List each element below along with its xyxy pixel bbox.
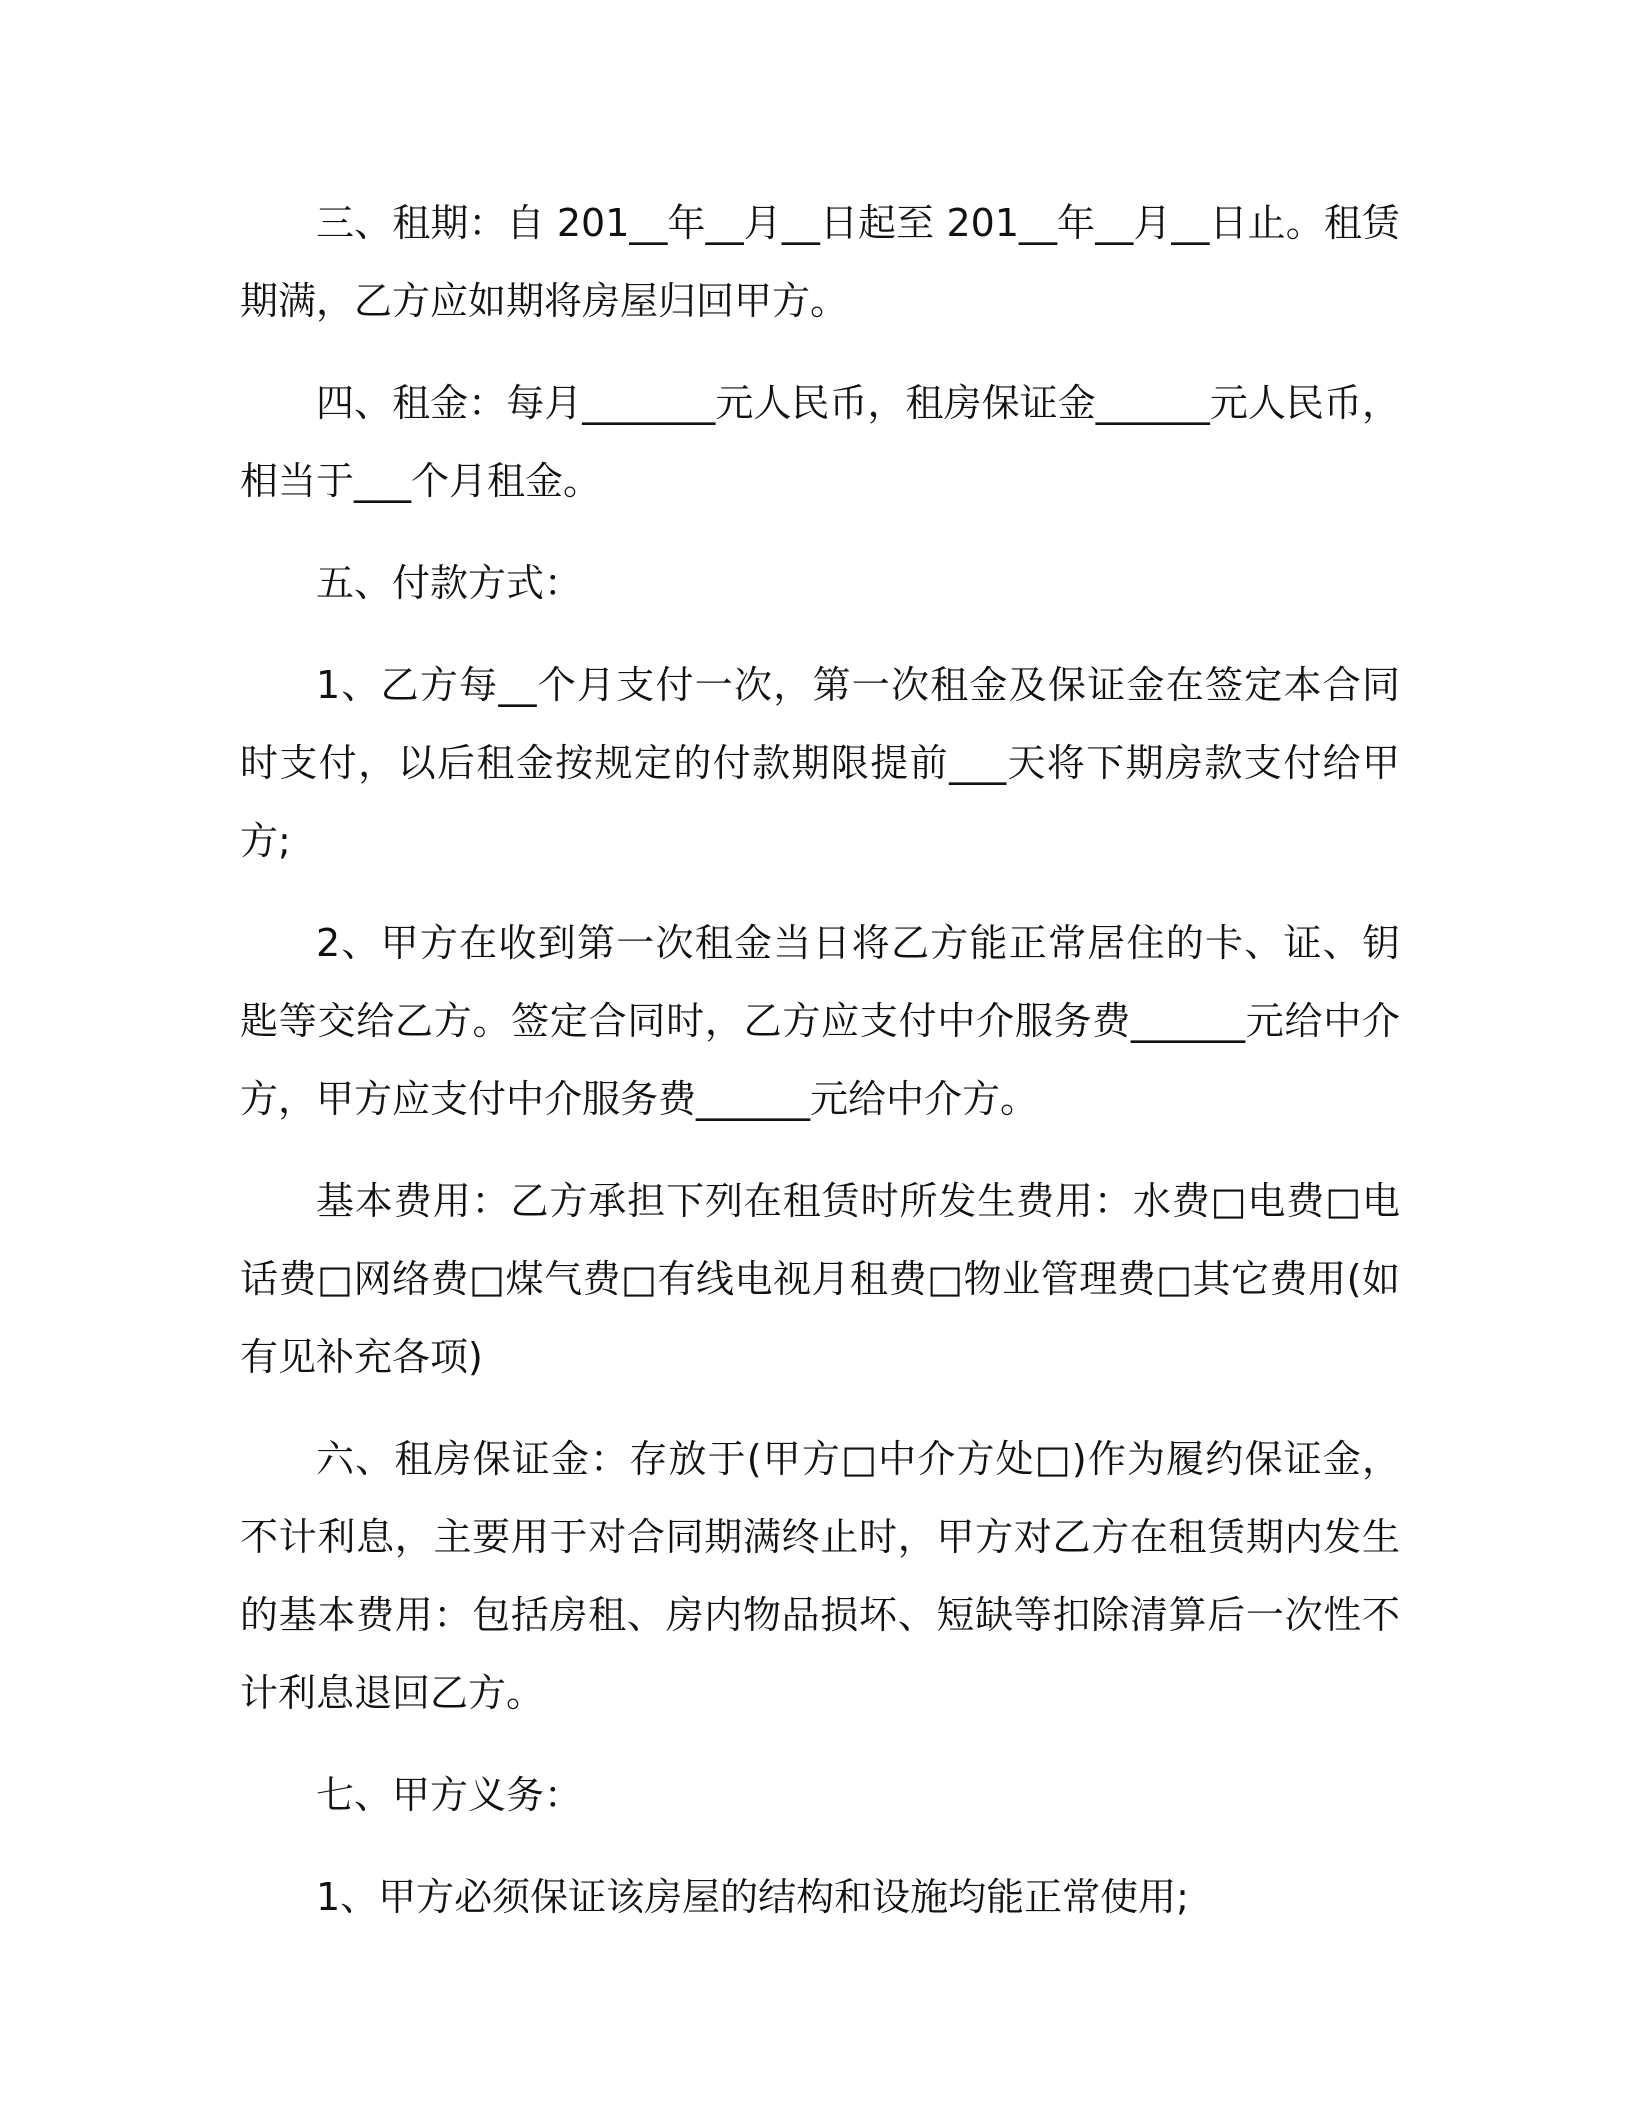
clause-payment-heading: 五、付款方式： [316,561,583,605]
clause-landlord-duty-1: 1、甲方必须保证该房屋的结构和设施均能正常使用; [316,1875,1189,1919]
clause-deposit: 六、租房保证金：存放于(甲方□中介方处□)作为履约保证金，不计利息，主要用于对合同期满终止时，甲方对乙方在租赁期内发生的基本费用：包括房租、房内物品损坏、短缺等扣除清算后一次性不计利息退回乙方。 [240,1437,1400,1715]
clause-lease-term: 三、租期：自 201__年__月__日起至 201__年__月__日止。租赁期满，乙方应如期将房屋归回甲方。 [240,201,1400,323]
clause-rent: 四、租金：每月_______元人民币，租房保证金______元人民币，相当于___个月租金。 [240,381,1400,503]
clause-payment-item-1: 1、乙方每__个月支付一次，第一次租金及保证金在签定本合同时支付，以后租金按规定的付款期限提前___天将下期房款支付给甲方; [240,663,1400,863]
clause-payment-item-2: 2、甲方在收到第一次租金当日将乙方能正常居住的卡、证、钥匙等交给乙方。签定合同时，乙方应支付中介服务费______元给中介方，甲方应支付中介服务费______元给中介方。 [240,921,1400,1121]
clause-basic-fees: 基本费用：乙方承担下列在租赁时所发生费用：水费□电费□电话费□网络费□煤气费□有线电视月租费□物业管理费□其它费用(如有见补充各项) [240,1179,1400,1379]
document-body [240,184,1400,1960]
clause-landlord-duties-heading: 七、甲方义务： [316,1773,583,1817]
